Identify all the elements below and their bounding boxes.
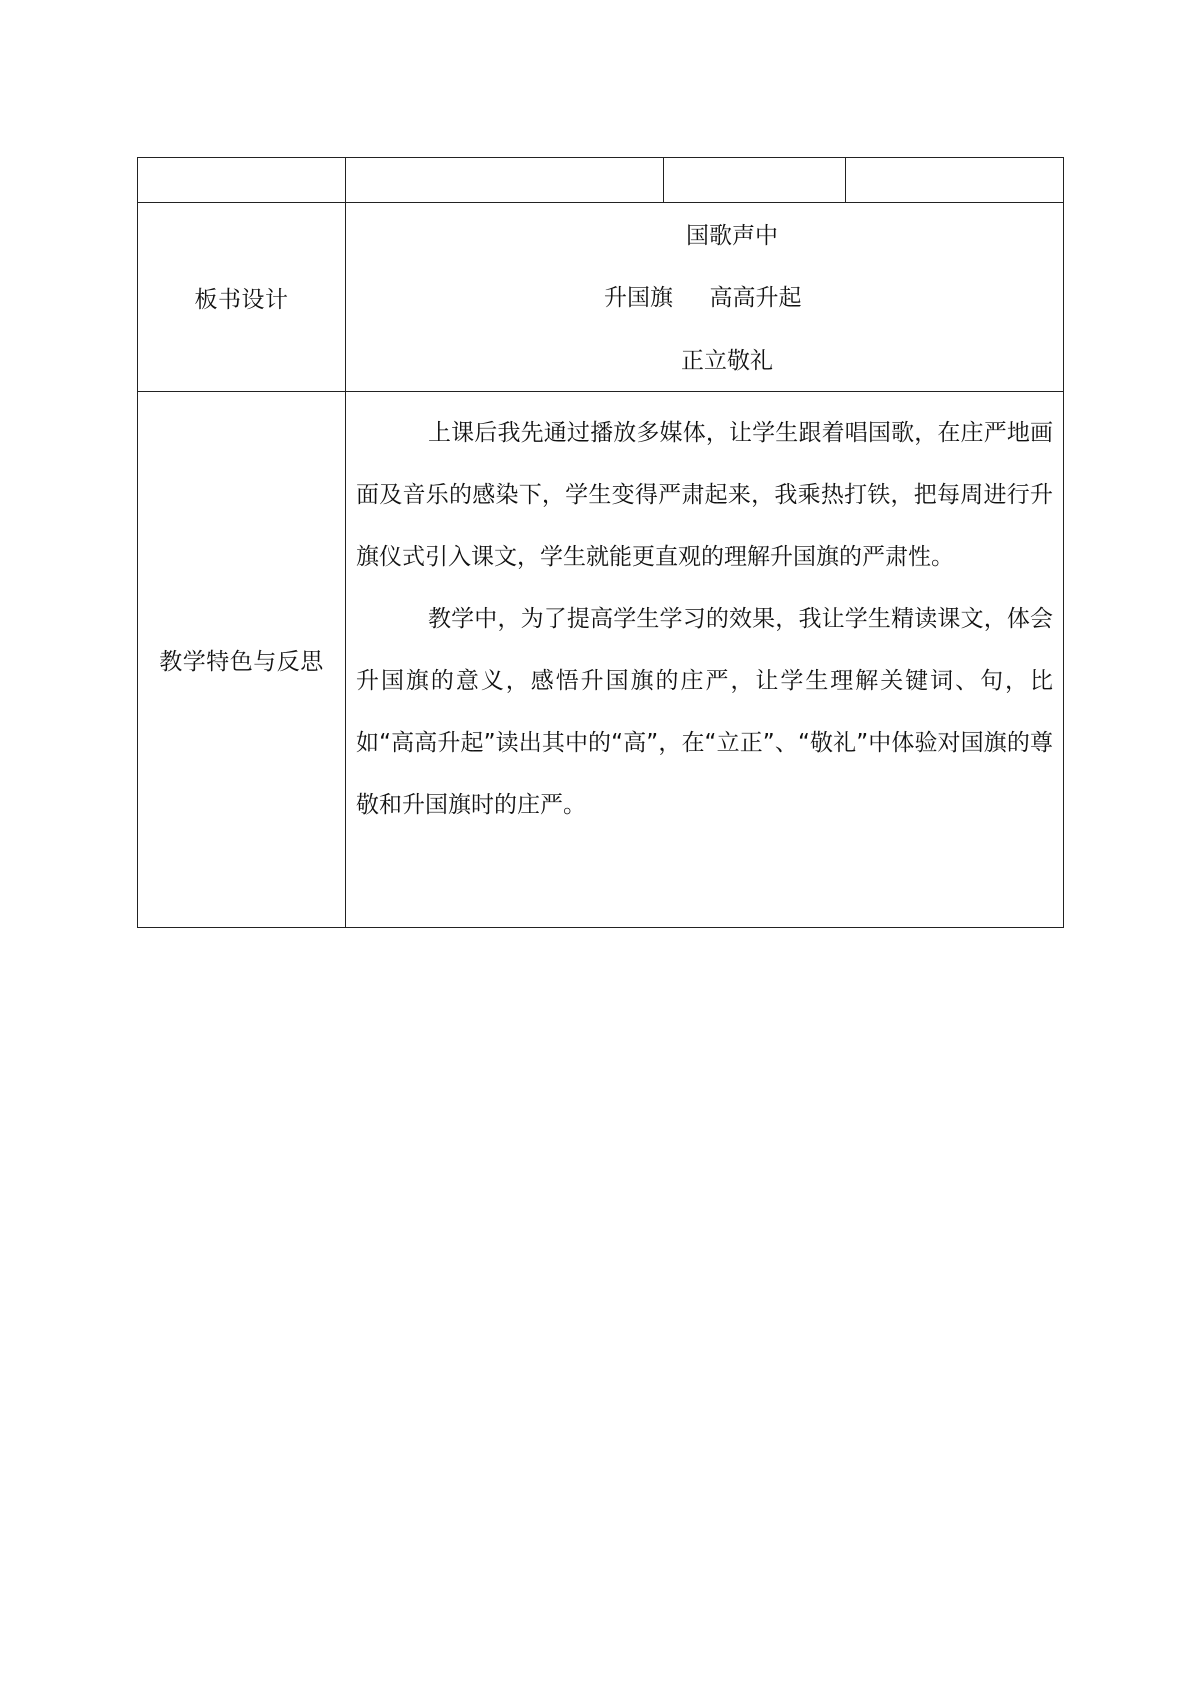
board-design-row bbox=[138, 203, 1064, 392]
board-design-content bbox=[346, 203, 1064, 392]
reflection-paragraph: 教学中，为了提高学生学习的效果，我让学生精读课文，体会升国旗的意义，感悟升国旗的庄严，让学生理解关键词、句，比如“高高升起”读出其中的“高”，在“立正”、“敬礼”中体验对国旗的尊敬和升国旗时的庄严。 bbox=[356, 606, 1053, 818]
lesson-plan-table bbox=[137, 157, 1064, 928]
board-line: 升国旗 高高升起 bbox=[604, 285, 802, 311]
empty-cell bbox=[664, 158, 846, 203]
reflection-content bbox=[346, 392, 1064, 928]
reflection-row bbox=[138, 392, 1064, 928]
board-line: 国歌声中 bbox=[686, 223, 778, 249]
empty-cell bbox=[346, 158, 664, 203]
empty-cell bbox=[138, 158, 346, 203]
reflection-label: 教学特色与反思 bbox=[138, 392, 346, 928]
board-design-label: 板书设计 bbox=[138, 203, 346, 392]
reflection-paragraph: 上课后我先通过播放多媒体，让学生跟着唱国歌，在庄严地画面及音乐的感染下，学生变得严肃起来，我乘热打铁，把每周进行升旗仪式引入课文，学生就能更直观的理解升国旗的严肃性。 bbox=[356, 420, 1053, 570]
empty-cell bbox=[846, 158, 1064, 203]
empty-header-row bbox=[138, 158, 1064, 203]
board-line: 正立敬礼 bbox=[681, 348, 773, 374]
